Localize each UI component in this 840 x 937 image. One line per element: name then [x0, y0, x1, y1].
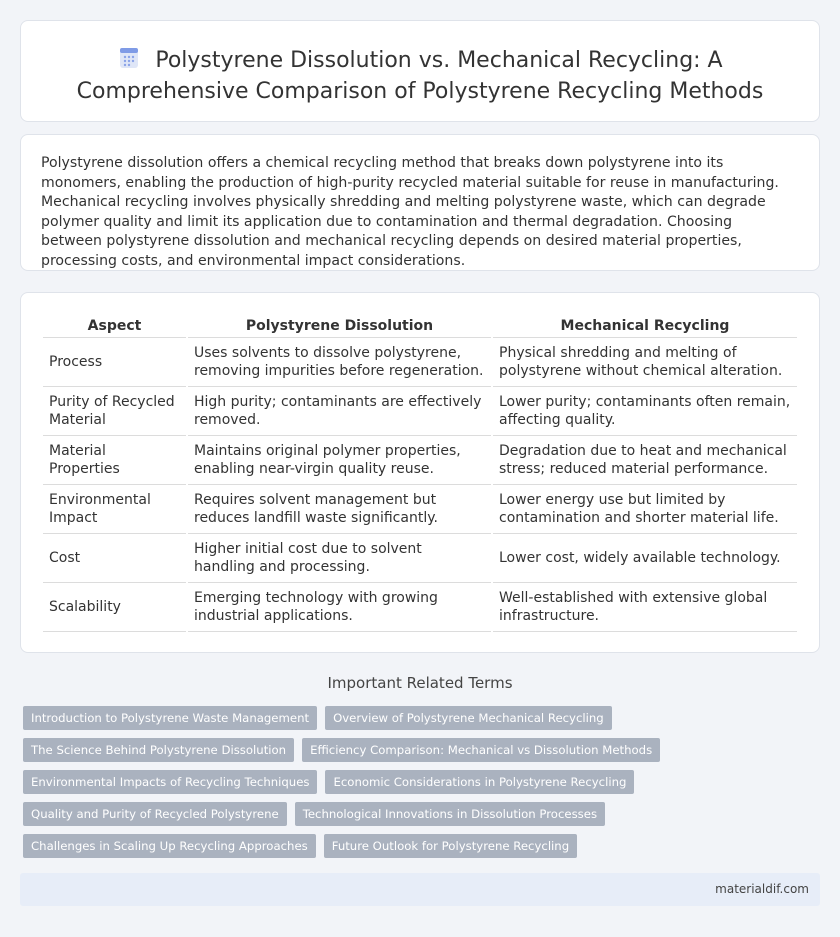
footer-site[interactable]: materialdif.com	[715, 882, 809, 896]
row-dissolution: Higher initial cost due to solvent handling and processing.	[188, 534, 491, 583]
row-dissolution: Requires solvent management but reduces landfill waste significantly.	[188, 485, 491, 534]
row-aspect: Purity of Recycled Material	[43, 387, 186, 436]
row-dissolution: Uses solvents to dissolve polystyrene, removing impurities before regeneration.	[188, 338, 491, 387]
page-title	[41, 45, 799, 107]
row-mechanical: Lower energy use but limited by contamination and shorter material life.	[493, 485, 797, 534]
page-title-text: Polystyrene Dissolution vs. Mechanical Recycling: A Comprehensive Comparison of Polystyrene Recycling Methods	[76, 48, 764, 104]
row-dissolution: High purity; contaminants are effectively removed.	[188, 387, 491, 436]
row-mechanical: Physical shredding and melting of polystyrene without chemical alteration.	[493, 338, 797, 387]
row-mechanical: Lower purity; contaminants often remain, affecting quality.	[493, 387, 797, 436]
row-mechanical: Degradation due to heat and mechanical stress; reduced material performance.	[493, 436, 797, 485]
header-mechanical: Mechanical Recycling	[493, 315, 797, 338]
row-aspect: Scalability	[43, 583, 186, 632]
row-dissolution: Emerging technology with growing industrial applications.	[188, 583, 491, 632]
title-card	[20, 20, 820, 122]
related-term-link[interactable]: Introduction to Polystyrene Waste Management	[23, 706, 317, 730]
related-terms-heading: Important Related Terms	[327, 674, 513, 692]
related-term-link[interactable]: Future Outlook for Polystyrene Recycling	[324, 834, 577, 858]
row-dissolution: Maintains original polymer properties, enabling near-virgin quality reuse.	[188, 436, 491, 485]
header-dissolution: Polystyrene Dissolution	[188, 315, 491, 338]
table-row	[43, 534, 797, 583]
related-term-link[interactable]: Efficiency Comparison: Mechanical vs Dissolution Methods	[302, 738, 660, 762]
related-term-link[interactable]: Economic Considerations in Polystyrene Recycling	[325, 770, 634, 794]
row-aspect: Process	[43, 338, 186, 387]
table-row	[43, 485, 797, 534]
related-term-link[interactable]: Overview of Polystyrene Mechanical Recycling	[325, 706, 612, 730]
row-aspect: Environmental Impact	[43, 485, 186, 534]
comparison-table	[41, 315, 799, 632]
table-row	[43, 338, 797, 387]
table-row	[43, 436, 797, 485]
header-aspect: Aspect	[43, 315, 186, 338]
intro-paragraph: Polystyrene dissolution offers a chemical recycling method that breaks down polystyrene into its monomers, enabling the production of high-purity recycled material suitable for reuse in manufacturing. Mechanical recycling involves physically shredding and melting polystyrene waste, which can degrade polymer quality and limit its application due to contamination and thermal degradation. Choosing between polystyrene dissolution and mechanical recycling depends on desired material properties, processing costs, and environmental impact considerations.	[41, 155, 779, 269]
related-term-link[interactable]: Quality and Purity of Recycled Polystyrene	[23, 802, 287, 826]
table-row	[43, 583, 797, 632]
comparison-card	[20, 292, 820, 653]
related-term-link[interactable]: The Science Behind Polystyrene Dissolution	[23, 738, 294, 762]
row-aspect: Cost	[43, 534, 186, 583]
table-row	[43, 387, 797, 436]
document-icon	[117, 46, 141, 70]
related-term-link[interactable]: Technological Innovations in Dissolution Processes	[295, 802, 605, 826]
related-term-link[interactable]: Challenges in Scaling Up Recycling Approaches	[23, 834, 316, 858]
row-aspect: Material Properties	[43, 436, 186, 485]
table-header-row	[43, 315, 797, 338]
related-terms-list	[23, 706, 823, 858]
footer	[20, 873, 820, 906]
intro-card	[20, 134, 820, 271]
row-mechanical: Well-established with extensive global infrastructure.	[493, 583, 797, 632]
related-term-link[interactable]: Environmental Impacts of Recycling Techniques	[23, 770, 317, 794]
row-mechanical: Lower cost, widely available technology.	[493, 534, 797, 583]
